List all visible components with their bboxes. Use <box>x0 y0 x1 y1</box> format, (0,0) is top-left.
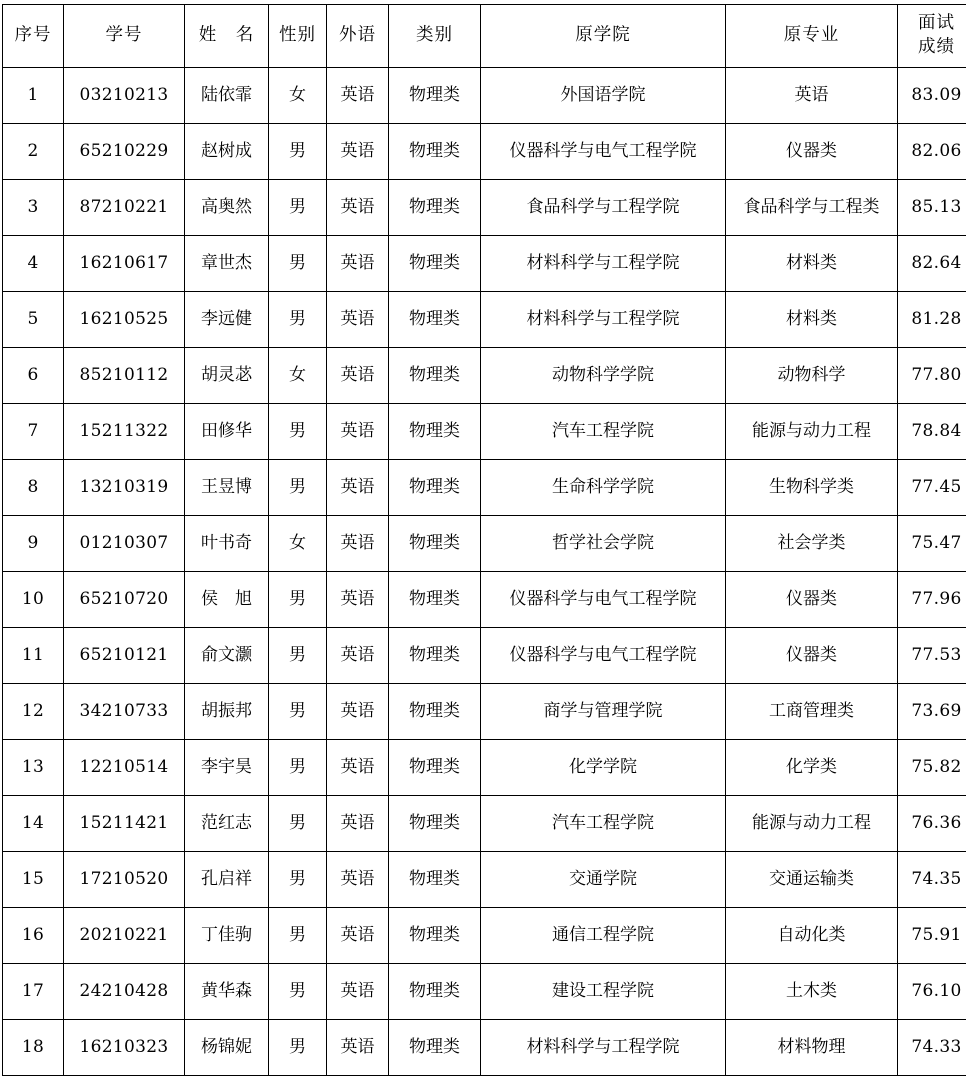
index-cell: 11 <box>3 628 64 684</box>
name-cell: 杨锦妮 <box>185 1020 269 1076</box>
index-cell: 17 <box>3 964 64 1020</box>
name-cell: 赵树成 <box>185 124 269 180</box>
foreign-language-cell: 英语 <box>327 236 389 292</box>
foreign-language-cell: 英语 <box>327 908 389 964</box>
table-row <box>3 684 966 740</box>
foreign-language-cell: 英语 <box>327 628 389 684</box>
column-header-interview-score <box>898 5 966 68</box>
name-cell: 李宇昊 <box>185 740 269 796</box>
original-college-cell: 哲学社会学院 <box>481 516 726 572</box>
table-row <box>3 628 966 684</box>
name-cell: 胡灵苾 <box>185 348 269 404</box>
original-major-cell: 能源与动力工程 <box>726 404 898 460</box>
student-id-cell: 03210213 <box>64 68 185 124</box>
interview-score-cell: 77.80 <box>898 348 966 404</box>
table-row <box>3 460 966 516</box>
interview-score-line1: 面试 <box>918 13 955 34</box>
column-header-foreign-language: 外语 <box>327 5 389 68</box>
student-id-cell: 65210229 <box>64 124 185 180</box>
original-major-cell: 材料类 <box>726 292 898 348</box>
gender-cell: 男 <box>269 1020 327 1076</box>
interview-score-cell: 74.35 <box>898 852 966 908</box>
index-cell: 15 <box>3 852 64 908</box>
index-cell: 18 <box>3 1020 64 1076</box>
foreign-language-cell: 英语 <box>327 460 389 516</box>
gender-cell: 男 <box>269 236 327 292</box>
index-cell: 14 <box>3 796 64 852</box>
interview-score-cell: 73.69 <box>898 684 966 740</box>
interview-score-cell: 83.09 <box>898 68 966 124</box>
foreign-language-cell: 英语 <box>327 1020 389 1076</box>
category-cell: 物理类 <box>389 796 481 852</box>
interview-score-cell: 81.28 <box>898 292 966 348</box>
original-major-cell: 交通运输类 <box>726 852 898 908</box>
index-cell: 1 <box>3 68 64 124</box>
foreign-language-cell: 英语 <box>327 740 389 796</box>
name-cell: 陆依霏 <box>185 68 269 124</box>
table-row <box>3 236 966 292</box>
interview-score-cell: 76.10 <box>898 964 966 1020</box>
original-college-cell: 仪器科学与电气工程学院 <box>481 628 726 684</box>
original-college-cell: 动物科学学院 <box>481 348 726 404</box>
student-id-cell: 16210617 <box>64 236 185 292</box>
index-cell: 16 <box>3 908 64 964</box>
index-cell: 2 <box>3 124 64 180</box>
table-header-row <box>3 5 966 68</box>
category-cell: 物理类 <box>389 124 481 180</box>
foreign-language-cell: 英语 <box>327 852 389 908</box>
table-row <box>3 852 966 908</box>
category-cell: 物理类 <box>389 1020 481 1076</box>
column-header-index: 序号 <box>3 5 64 68</box>
original-college-cell: 化学学院 <box>481 740 726 796</box>
category-cell: 物理类 <box>389 572 481 628</box>
original-college-cell: 材料科学与工程学院 <box>481 1020 726 1076</box>
column-header-original-college: 原学院 <box>481 5 726 68</box>
foreign-language-cell: 英语 <box>327 516 389 572</box>
category-cell: 物理类 <box>389 516 481 572</box>
original-major-cell: 能源与动力工程 <box>726 796 898 852</box>
student-id-cell: 15211421 <box>64 796 185 852</box>
column-header-name: 姓 名 <box>185 5 269 68</box>
original-college-cell: 仪器科学与电气工程学院 <box>481 124 726 180</box>
gender-cell: 男 <box>269 684 327 740</box>
original-college-cell: 通信工程学院 <box>481 908 726 964</box>
interview-score-cell: 82.06 <box>898 124 966 180</box>
foreign-language-cell: 英语 <box>327 684 389 740</box>
gender-cell: 男 <box>269 740 327 796</box>
original-major-cell: 化学类 <box>726 740 898 796</box>
gender-cell: 男 <box>269 180 327 236</box>
interview-score-cell: 75.91 <box>898 908 966 964</box>
table-row <box>3 348 966 404</box>
student-id-cell: 16210525 <box>64 292 185 348</box>
category-cell: 物理类 <box>389 628 481 684</box>
original-college-cell: 生命科学学院 <box>481 460 726 516</box>
index-cell: 10 <box>3 572 64 628</box>
original-major-cell: 自动化类 <box>726 908 898 964</box>
gender-cell: 男 <box>269 796 327 852</box>
student-id-cell: 13210319 <box>64 460 185 516</box>
category-cell: 物理类 <box>389 348 481 404</box>
table-row <box>3 124 966 180</box>
table-row <box>3 404 966 460</box>
original-major-cell: 仪器类 <box>726 628 898 684</box>
category-cell: 物理类 <box>389 404 481 460</box>
table-row <box>3 740 966 796</box>
interview-score-cell: 74.33 <box>898 1020 966 1076</box>
column-header-student-id: 学号 <box>64 5 185 68</box>
table-row <box>3 908 966 964</box>
original-college-cell: 外国语学院 <box>481 68 726 124</box>
interview-score-cell: 75.82 <box>898 740 966 796</box>
name-cell: 李远健 <box>185 292 269 348</box>
foreign-language-cell: 英语 <box>327 404 389 460</box>
original-major-cell: 生物科学类 <box>726 460 898 516</box>
index-cell: 4 <box>3 236 64 292</box>
student-id-cell: 20210221 <box>64 908 185 964</box>
name-cell: 叶书奇 <box>185 516 269 572</box>
original-college-cell: 材料科学与工程学院 <box>481 292 726 348</box>
original-college-cell: 建设工程学院 <box>481 964 726 1020</box>
category-cell: 物理类 <box>389 68 481 124</box>
category-cell: 物理类 <box>389 236 481 292</box>
interview-score-cell: 77.53 <box>898 628 966 684</box>
column-header-original-major: 原专业 <box>726 5 898 68</box>
gender-cell: 男 <box>269 292 327 348</box>
index-cell: 13 <box>3 740 64 796</box>
gender-cell: 男 <box>269 852 327 908</box>
student-id-cell: 87210221 <box>64 180 185 236</box>
original-college-cell: 食品科学与工程学院 <box>481 180 726 236</box>
name-cell: 胡振邦 <box>185 684 269 740</box>
student-id-cell: 65210720 <box>64 572 185 628</box>
original-college-cell: 交通学院 <box>481 852 726 908</box>
interview-score-cell: 85.13 <box>898 180 966 236</box>
table-row <box>3 964 966 1020</box>
name-cell: 章世杰 <box>185 236 269 292</box>
original-major-cell: 仪器类 <box>726 124 898 180</box>
name-cell: 范红志 <box>185 796 269 852</box>
student-id-cell: 01210307 <box>64 516 185 572</box>
gender-cell: 男 <box>269 124 327 180</box>
table-row <box>3 1020 966 1076</box>
gender-cell: 女 <box>269 348 327 404</box>
index-cell: 8 <box>3 460 64 516</box>
name-cell: 孔启祥 <box>185 852 269 908</box>
gender-cell: 男 <box>269 964 327 1020</box>
gender-cell: 男 <box>269 628 327 684</box>
table-row <box>3 572 966 628</box>
index-cell: 3 <box>3 180 64 236</box>
student-id-cell: 24210428 <box>64 964 185 1020</box>
original-major-cell: 英语 <box>726 68 898 124</box>
foreign-language-cell: 英语 <box>327 964 389 1020</box>
gender-cell: 女 <box>269 68 327 124</box>
interview-score-cell: 77.96 <box>898 572 966 628</box>
student-id-cell: 12210514 <box>64 740 185 796</box>
table-row <box>3 516 966 572</box>
table-body <box>3 68 966 1076</box>
index-cell: 7 <box>3 404 64 460</box>
student-id-cell: 17210520 <box>64 852 185 908</box>
category-cell: 物理类 <box>389 292 481 348</box>
column-header-category: 类别 <box>389 5 481 68</box>
name-cell: 高奥然 <box>185 180 269 236</box>
table-header <box>3 5 966 68</box>
original-major-cell: 材料物理 <box>726 1020 898 1076</box>
original-major-cell: 材料类 <box>726 236 898 292</box>
interview-score-cell: 78.84 <box>898 404 966 460</box>
category-cell: 物理类 <box>389 740 481 796</box>
name-cell: 丁佳驹 <box>185 908 269 964</box>
category-cell: 物理类 <box>389 684 481 740</box>
original-major-cell: 社会学类 <box>726 516 898 572</box>
interview-score-line2: 成绩 <box>918 37 955 57</box>
foreign-language-cell: 英语 <box>327 572 389 628</box>
gender-cell: 男 <box>269 572 327 628</box>
table-row <box>3 796 966 852</box>
original-major-cell: 仪器类 <box>726 572 898 628</box>
student-id-cell: 16210323 <box>64 1020 185 1076</box>
name-cell: 田修华 <box>185 404 269 460</box>
foreign-language-cell: 英语 <box>327 68 389 124</box>
category-cell: 物理类 <box>389 180 481 236</box>
name-cell: 侯 旭 <box>185 572 269 628</box>
category-cell: 物理类 <box>389 908 481 964</box>
interview-score-cell: 76.36 <box>898 796 966 852</box>
index-cell: 6 <box>3 348 64 404</box>
table-row <box>3 68 966 124</box>
original-college-cell: 汽车工程学院 <box>481 796 726 852</box>
index-cell: 12 <box>3 684 64 740</box>
student-id-cell: 85210112 <box>64 348 185 404</box>
foreign-language-cell: 英语 <box>327 796 389 852</box>
gender-cell: 女 <box>269 516 327 572</box>
student-roster-table <box>2 4 966 1076</box>
student-id-cell: 34210733 <box>64 684 185 740</box>
original-major-cell: 动物科学 <box>726 348 898 404</box>
gender-cell: 男 <box>269 908 327 964</box>
original-college-cell: 仪器科学与电气工程学院 <box>481 572 726 628</box>
name-cell: 俞文灏 <box>185 628 269 684</box>
category-cell: 物理类 <box>389 964 481 1020</box>
student-id-cell: 65210121 <box>64 628 185 684</box>
name-cell: 黄华森 <box>185 964 269 1020</box>
original-major-cell: 食品科学与工程类 <box>726 180 898 236</box>
original-major-cell: 工商管理类 <box>726 684 898 740</box>
student-id-cell: 15211322 <box>64 404 185 460</box>
gender-cell: 男 <box>269 460 327 516</box>
table-row <box>3 180 966 236</box>
foreign-language-cell: 英语 <box>327 348 389 404</box>
foreign-language-cell: 英语 <box>327 180 389 236</box>
name-cell: 王昱博 <box>185 460 269 516</box>
category-cell: 物理类 <box>389 460 481 516</box>
original-major-cell: 土木类 <box>726 964 898 1020</box>
column-header-gender: 性别 <box>269 5 327 68</box>
original-college-cell: 商学与管理学院 <box>481 684 726 740</box>
index-cell: 5 <box>3 292 64 348</box>
interview-score-cell: 82.64 <box>898 236 966 292</box>
table-row <box>3 292 966 348</box>
foreign-language-cell: 英语 <box>327 292 389 348</box>
original-college-cell: 汽车工程学院 <box>481 404 726 460</box>
index-cell: 9 <box>3 516 64 572</box>
foreign-language-cell: 英语 <box>327 124 389 180</box>
interview-score-cell: 77.45 <box>898 460 966 516</box>
gender-cell: 男 <box>269 404 327 460</box>
original-college-cell: 材料科学与工程学院 <box>481 236 726 292</box>
interview-score-cell: 75.47 <box>898 516 966 572</box>
category-cell: 物理类 <box>389 852 481 908</box>
